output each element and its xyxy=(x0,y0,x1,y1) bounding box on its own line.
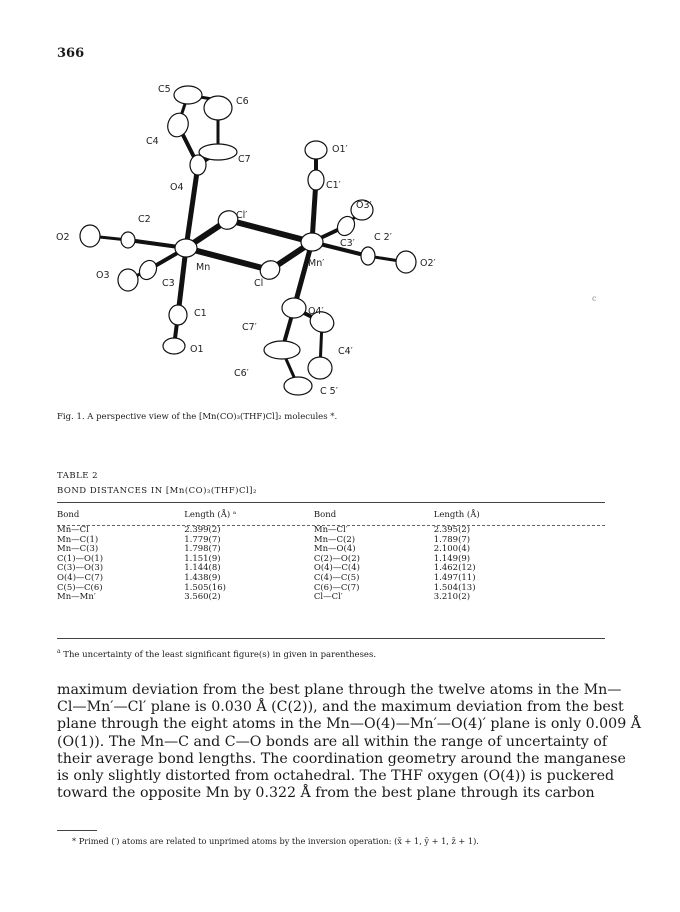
atom-label-mn-prime: Mn′ xyxy=(308,258,325,269)
table-row xyxy=(57,593,605,603)
header-length-1: Length (Å) ᵃ xyxy=(184,510,237,520)
cell-length: 1.779(7) xyxy=(184,534,221,545)
cell-length: 1.144(8) xyxy=(184,563,221,574)
atom-label-c2-prime: C 2′ xyxy=(374,232,392,243)
body-paragraph xyxy=(57,682,641,802)
atom-label-o2-prime: O2′ xyxy=(420,258,436,269)
cell-bond: Mn—Mn′ xyxy=(57,592,96,603)
atom-label-mn: Mn xyxy=(196,262,211,273)
atom-label-c3: C3 xyxy=(162,278,175,289)
body-line: Cl—Mn′—Cl′ plane is 0.030 Å (C(2)), and the maximum deviation from the best xyxy=(57,699,624,716)
atom-label-c3-prime: C3′ xyxy=(340,238,355,249)
cell-bond: Mn—Cl xyxy=(57,525,89,535)
table-bottom-rule xyxy=(57,638,605,639)
cell-bond: C(4)—C(5) xyxy=(313,572,360,583)
table-footnote xyxy=(57,648,376,660)
atom-label-o3: O3 xyxy=(96,270,110,281)
atom-label-c1: C1 xyxy=(194,308,207,319)
body-line: (O(1)). The Mn—C and C—O bonds are all within the range of uncertainty of xyxy=(57,733,608,750)
atom-label-cl-prime: Cl′ xyxy=(236,210,248,221)
table-footnote-text: The uncertainty of the least significant figure(s) in given in parentheses. xyxy=(63,649,377,660)
atom-label-o2: O2 xyxy=(56,232,70,243)
figure-caption: Fig. 1. A perspective view of the [Mn(CO)₃(THF)Cl]₂ molecules *. xyxy=(57,412,338,422)
body-line: their average bond lengths. The coordination geometry around the manganese xyxy=(57,750,626,767)
atom-label-o4-prime: O4′ xyxy=(308,306,324,317)
ortep-figure xyxy=(50,70,570,410)
cell-bond: C(1)—O(1) xyxy=(57,553,104,564)
cell-length: 1.497(11) xyxy=(433,572,476,583)
atom-label-cl: Cl xyxy=(254,278,264,289)
page-footnote: * Primed (′) atoms are related to unprimed atoms by the inversion operation: (x̄ + 1, ȳ + 1, z̄ + 1). xyxy=(72,836,479,846)
atom-label-c1-prime: C1′ xyxy=(326,180,341,191)
footnote-rule xyxy=(57,830,97,831)
atom-label-c2: C2 xyxy=(138,214,151,225)
cell-bond: Mn—O(4) xyxy=(313,544,356,555)
table-footnote-mark: a xyxy=(57,648,61,655)
cell-length: 1.149(9) xyxy=(433,553,471,564)
cell-length: 3.560(2) xyxy=(184,592,221,603)
cell-bond: O(4)—C(4) xyxy=(313,563,360,574)
atom-label-c7: C7 xyxy=(238,154,251,165)
cell-length: 1.798(7) xyxy=(184,544,221,555)
cell-length: 2.100(4) xyxy=(433,544,471,555)
cell-bond: Mn—C(3) xyxy=(57,544,99,555)
cell-bond: Mn—C(2) xyxy=(313,534,356,545)
body-line: maximum deviation from the best plane through the twelve atoms in the Mn— xyxy=(57,682,622,698)
atom-label-o4: O4 xyxy=(170,182,184,193)
body-line: toward the opposite Mn by 0.322 Å from the best plane through its carbon xyxy=(57,785,595,802)
header-length-2: Length (Å) xyxy=(433,510,480,520)
cell-length: 1.151(9) xyxy=(184,553,221,564)
header-bond-1: Bond xyxy=(57,510,80,520)
table-header-row xyxy=(57,508,605,526)
body-line: is only slightly distorted from octahedral. The THF oxygen (O(4)) is puckered xyxy=(57,768,615,785)
header-bond-2: Bond xyxy=(313,510,337,520)
cell-length: 3.210(2) xyxy=(433,592,471,603)
atom-label-c4: C4 xyxy=(146,136,159,147)
atom-label-o3-prime: O3′ xyxy=(356,200,372,211)
cell-bond: C(5)—C(6) xyxy=(57,582,103,593)
cell-bond: Mn—C(1) xyxy=(57,534,99,545)
table-title: BOND DISTANCES IN [Mn(CO)₃(THF)Cl]₂ xyxy=(57,486,257,496)
atom-label-c5-prime: C 5′ xyxy=(320,386,338,397)
cell-bond: Cl—Cl′ xyxy=(313,592,343,603)
table-header-rule xyxy=(57,525,605,526)
atom-label-c6-prime: C6′ xyxy=(234,368,249,379)
body-line: plane through the eight atoms in the Mn—O(4)—Mn′—O(4)′ plane is only 0.009 Å xyxy=(57,716,641,733)
atom-label-o1-prime: O1′ xyxy=(332,144,348,155)
atom-label-c5: C5 xyxy=(158,84,171,95)
atom-label-c4-prime: C4′ xyxy=(338,346,353,357)
cell-bond: C(6)—C(7) xyxy=(313,582,360,593)
cell-bond: O(4)—C(7) xyxy=(57,572,104,583)
stray-mark: c xyxy=(592,294,597,303)
table-top-rule xyxy=(57,502,605,503)
cell-length: 2.395(2) xyxy=(433,525,471,535)
cell-length: 2.399(2) xyxy=(184,525,221,535)
cell-length: 1.462(12) xyxy=(433,563,476,574)
cell-length: 1.504(13) xyxy=(433,582,476,593)
cell-length: 1.438(9) xyxy=(184,572,221,583)
atom-label-c6: C6 xyxy=(236,96,249,107)
cell-bond: C(2)—O(2) xyxy=(313,553,360,564)
bond-distance-table xyxy=(57,508,605,603)
cell-length: 1.789(7) xyxy=(433,534,471,545)
table-label: TABLE 2 xyxy=(57,471,99,481)
cell-bond: Mn—Cl′ xyxy=(313,525,348,535)
page-number: 366 xyxy=(57,46,85,61)
atom-label-o1: O1 xyxy=(190,344,204,355)
atom-label-c7-prime: C7′ xyxy=(242,322,257,333)
cell-bond: C(3)—O(3) xyxy=(57,563,104,574)
cell-length: 1.505(16) xyxy=(184,582,226,593)
